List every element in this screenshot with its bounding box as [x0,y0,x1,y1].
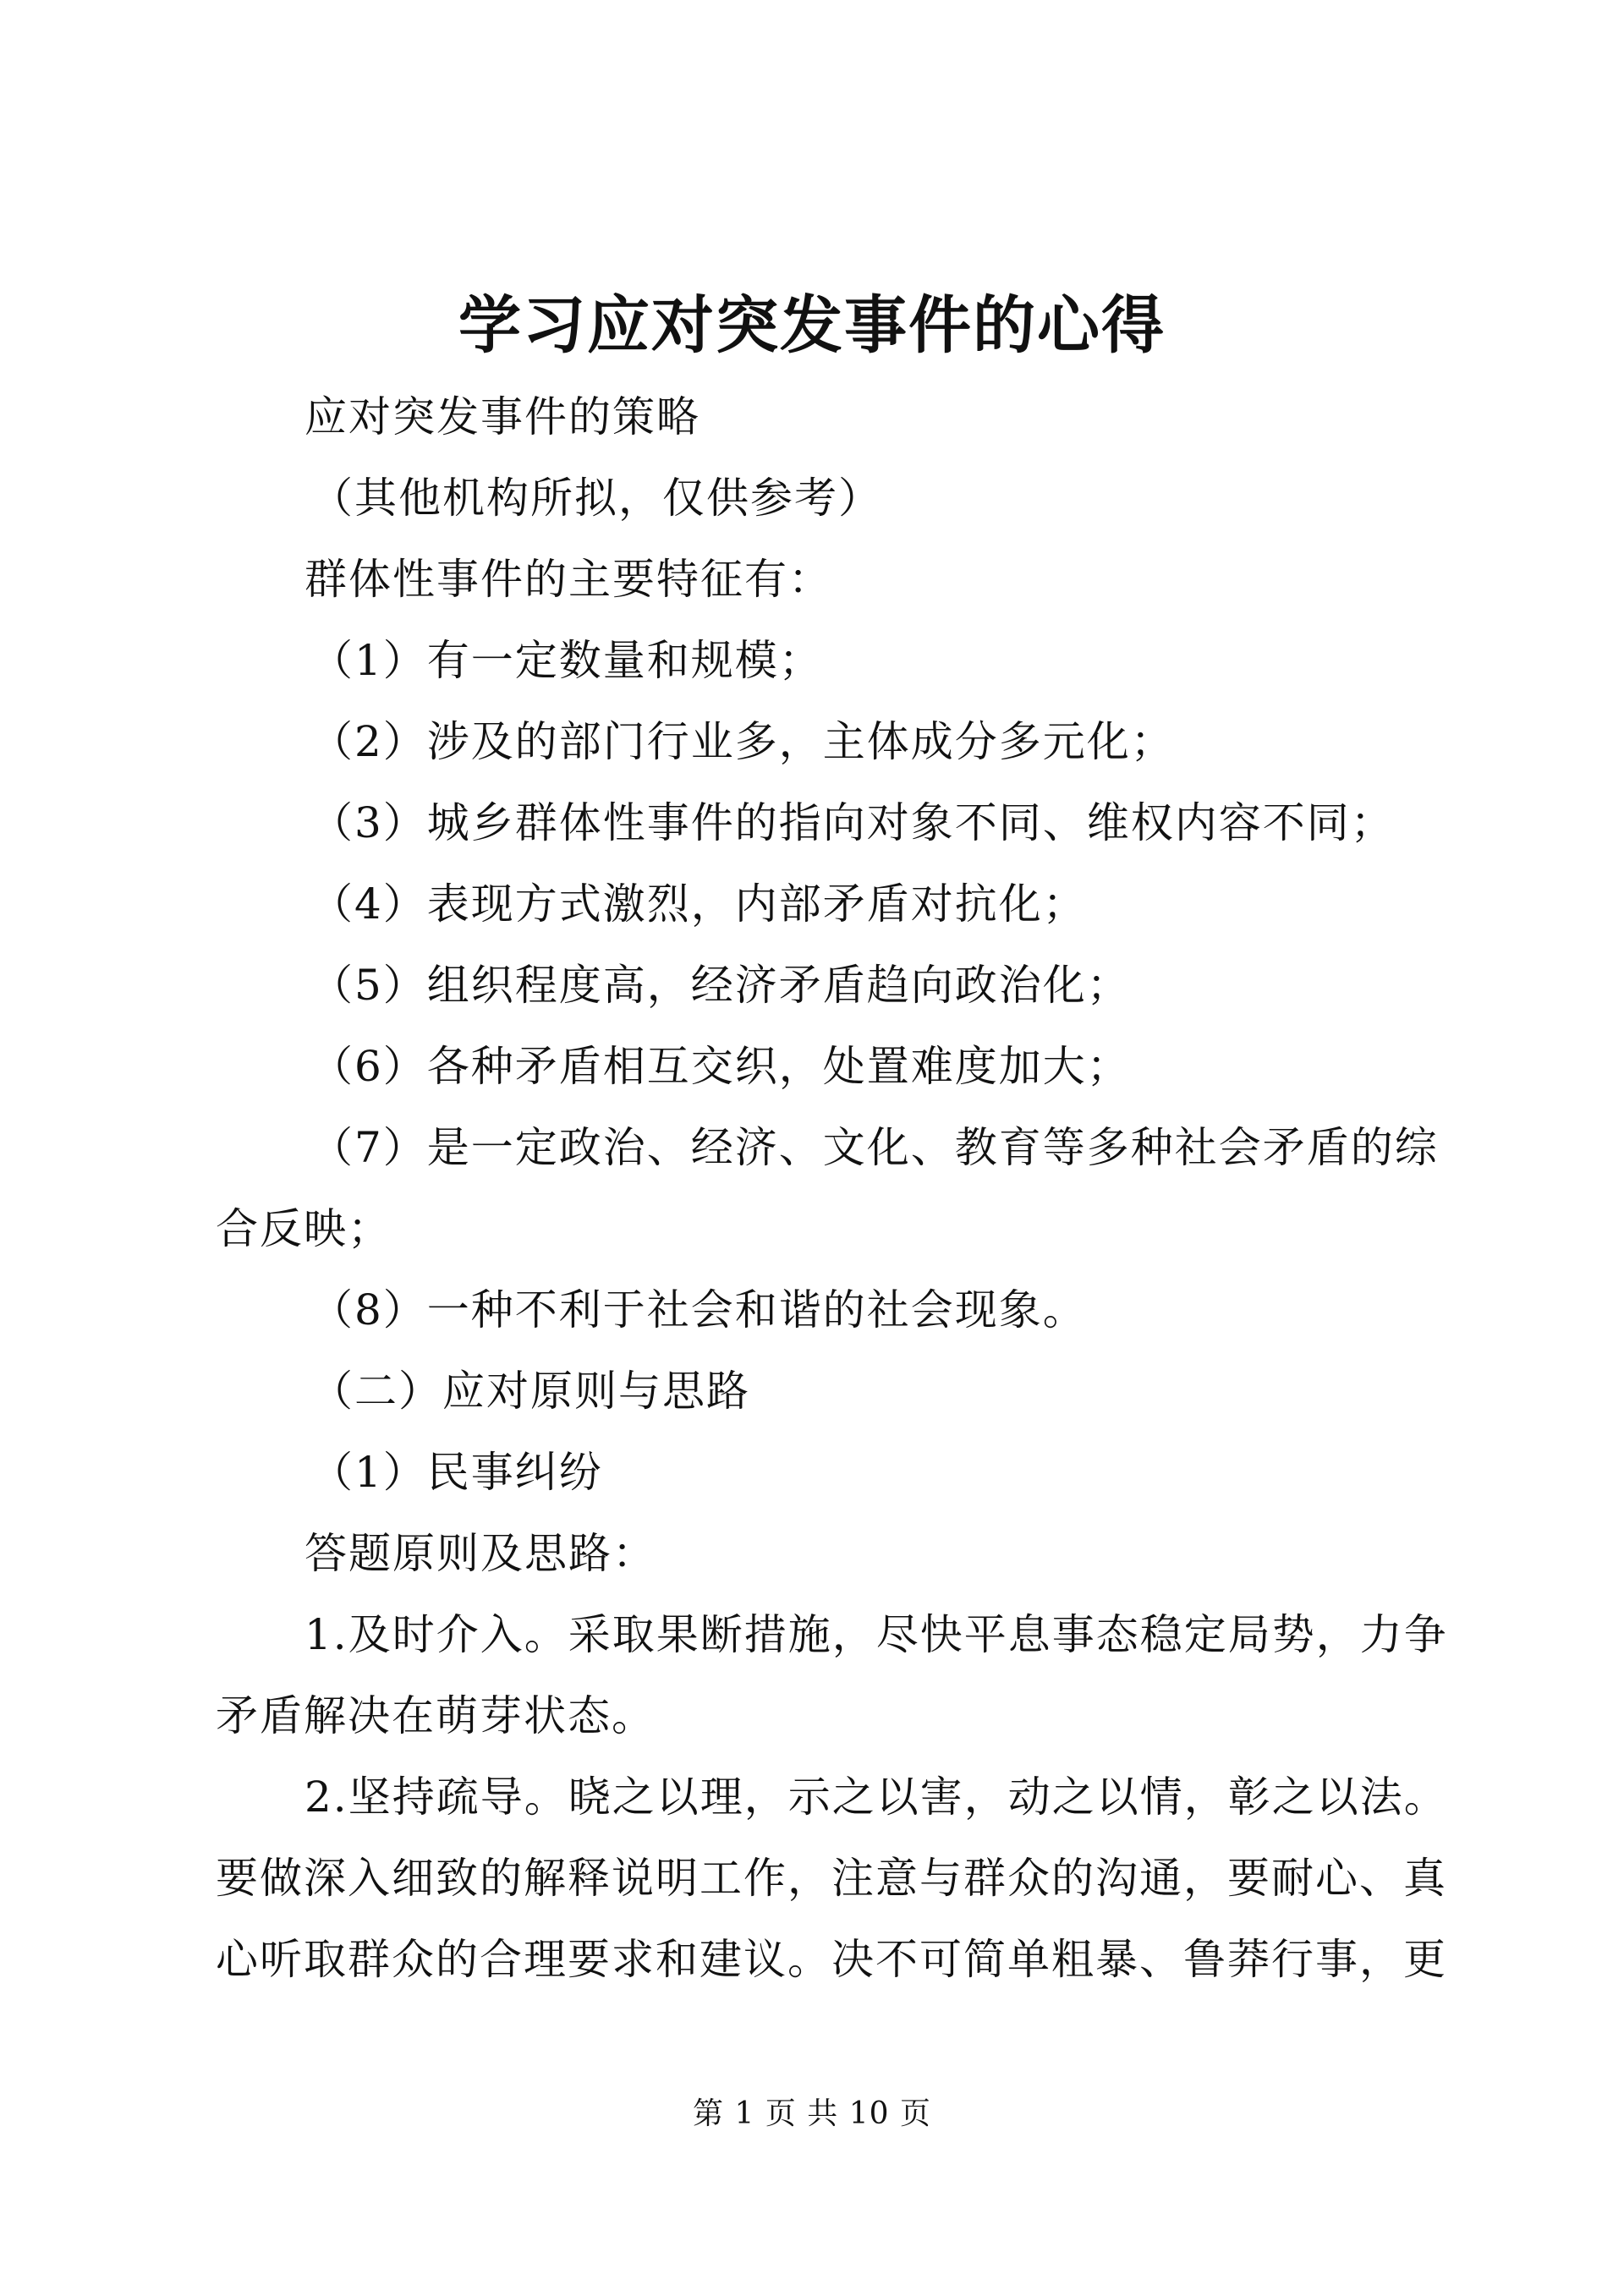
paragraph-line: 矛盾解决在萌芽状态。 [216,1691,656,1740]
paragraph-line: 应对突发事件的策略 [304,392,700,441]
paragraph-line: 心听取群众的合理要求和建议。决不可简单粗暴、鲁莽行事，更 [216,1935,1447,1984]
list-item: （5）组织程度高，经济矛盾趋向政治化； [310,961,1131,1010]
list-item: （1）有一定数量和规模； [310,636,823,685]
list-item: （7）是一定政治、经济、文化、教育等多种社会矛盾的综 [310,1123,1439,1172]
paragraph-line: 2.坚持疏导。晓之以理，示之以害，动之以情，彰之以法。 [304,1773,1448,1822]
document-body [216,376,1448,2000]
page-footer: 第 1 页 共 10 页 [693,2096,931,2131]
paragraph-line: （其他机构所拟，仅供参考） [310,474,882,523]
subsection-heading: （1）民事纠纷 [310,1448,603,1497]
paragraph-line: 要做深入细致的解释说明工作，注意与群众的沟通，要耐心、真 [216,1854,1447,1903]
section-heading: （二）应对原则与思路 [310,1367,750,1416]
list-item: （2）涉及的部门行业多，主体成分多元化； [310,717,1175,766]
paragraph-line: 群体性事件的主要特征有： [304,555,832,604]
list-item: （6）各种矛盾相互交织，处置难度加大； [310,1042,1131,1091]
paragraph-line: 答题原则及思路： [304,1529,656,1578]
list-item: （4）表现方式激烈，内部矛盾对抗化； [310,879,1087,929]
list-item: （3）城乡群体性事件的指向对象不同、维权内容不同； [310,798,1395,847]
list-item: （8）一种不利于社会和谐的社会现象。 [310,1285,1087,1334]
list-item-continuation: 合反映； [216,1204,392,1253]
document-title: 学习应对突发事件的心得 [458,289,1166,362]
paragraph-line: 1.及时介入。采取果断措施，尽快平息事态稳定局势，力争 [304,1610,1448,1659]
